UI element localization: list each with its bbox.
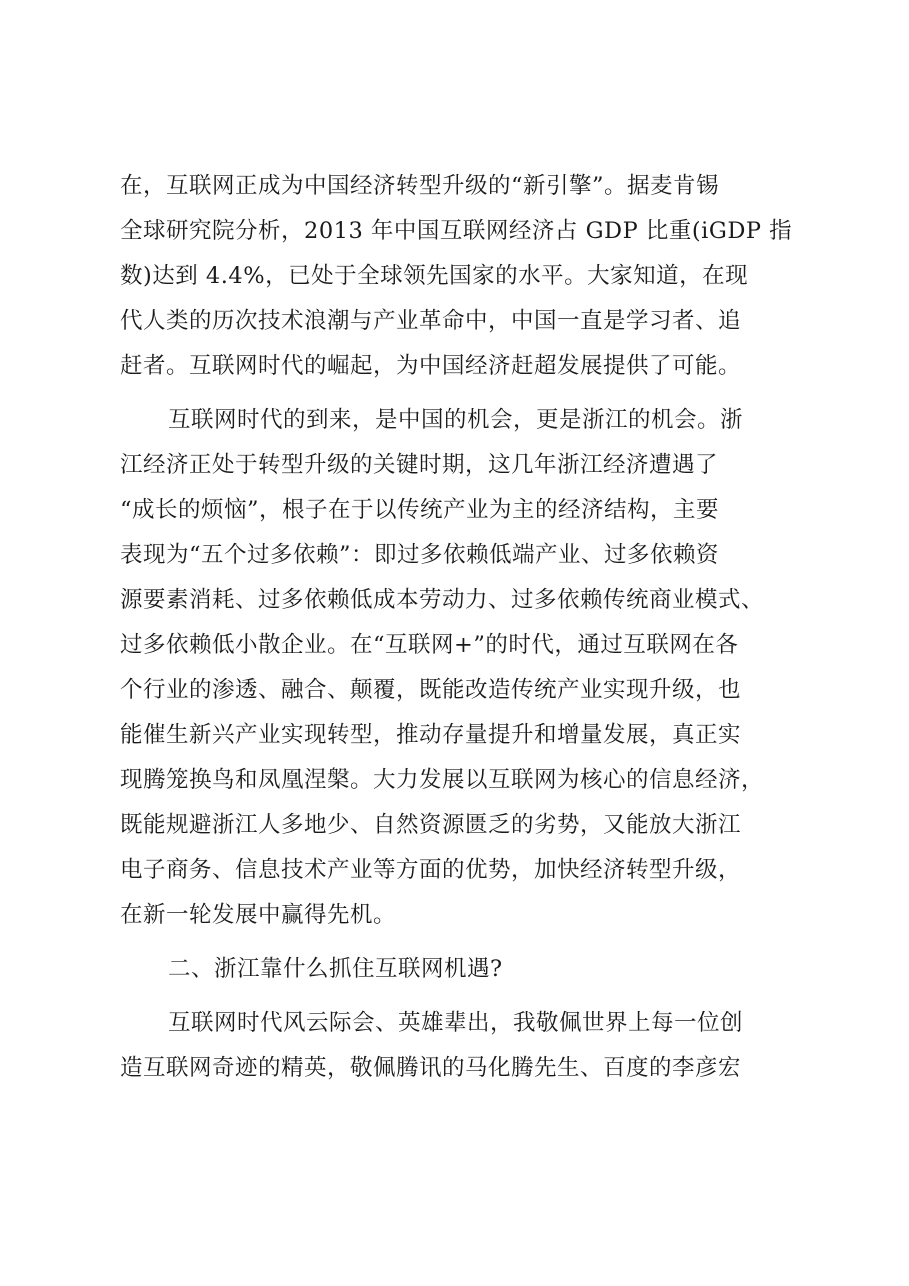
paragraph-line: 能催生新兴产业实现转型，推动存量提升和增量发展，真正实 xyxy=(120,722,742,748)
paragraph-line: “成长的烦恼”，根子在于以传统产业为主的经济结构，主要 xyxy=(120,497,720,523)
paragraph-line: 在，互联网正成为中国经济转型升级的“新引擎”。据麦肯锡 xyxy=(120,173,720,199)
paragraph-line: 互联网时代风云际会、英雄辈出，我敬佩世界上每一位创 xyxy=(168,1010,744,1036)
paragraph-3 xyxy=(120,1001,820,1091)
paragraph-line: 在新一轮发展中赢得先机。 xyxy=(120,902,397,928)
paragraph-1 xyxy=(120,164,820,389)
paragraph-line: 互联网时代的到来，是中国的机会，更是浙江的机会。浙 xyxy=(168,407,744,433)
paragraph-line: 表现为“五个过多依赖”：即过多依赖低端产业、过多依赖资 xyxy=(120,542,720,568)
paragraph-line: 个行业的渗透、融合、颠覆，既能改造传统产业实现升级，也 xyxy=(120,677,742,703)
paragraph-line: 数)达到 4.4%，已处于全球领先国家的水平。大家知道，在现 xyxy=(120,263,749,289)
section-heading-text: 二、浙江靠什么抓住互联网机遇? xyxy=(168,956,503,982)
paragraph-line: 代人类的历次技术浪潮与产业革命中，中国一直是学习者、追 xyxy=(120,308,742,334)
paragraph-line: 现腾笼换鸟和凤凰涅槃。大力发展以互联网为核心的信息经济， xyxy=(120,767,765,793)
paragraph-line: 江经济正处于转型升级的关键时期，这几年浙江经济遭遇了 xyxy=(120,452,719,478)
paragraph-line: 全球研究院分析，2013 年中国互联网经济占 GDP 比重(iGDP 指 xyxy=(120,218,793,244)
paragraph-line: 造互联网奇迹的精英，敬佩腾讯的马化腾先生、百度的李彦宏 xyxy=(120,1055,742,1081)
paragraph-2 xyxy=(120,398,820,938)
paragraph-line: 源要素消耗、过多依赖低成本劳动力、过多依赖传统商业模式、 xyxy=(120,587,765,613)
paragraph-line: 过多依赖低小散企业。在“互联网+”的时代，通过互联网在各 xyxy=(120,632,739,658)
paragraph-line: 赶者。互联网时代的崛起，为中国经济赶超发展提供了可能。 xyxy=(120,353,742,379)
paragraph-line: 既能规避浙江人多地少、自然资源匮乏的劣势，又能放大浙江 xyxy=(120,812,742,838)
paragraph-line: 电子商务、信息技术产业等方面的优势，加快经济转型升级， xyxy=(120,857,742,883)
section-heading xyxy=(120,947,820,992)
document-body xyxy=(120,164,820,1091)
